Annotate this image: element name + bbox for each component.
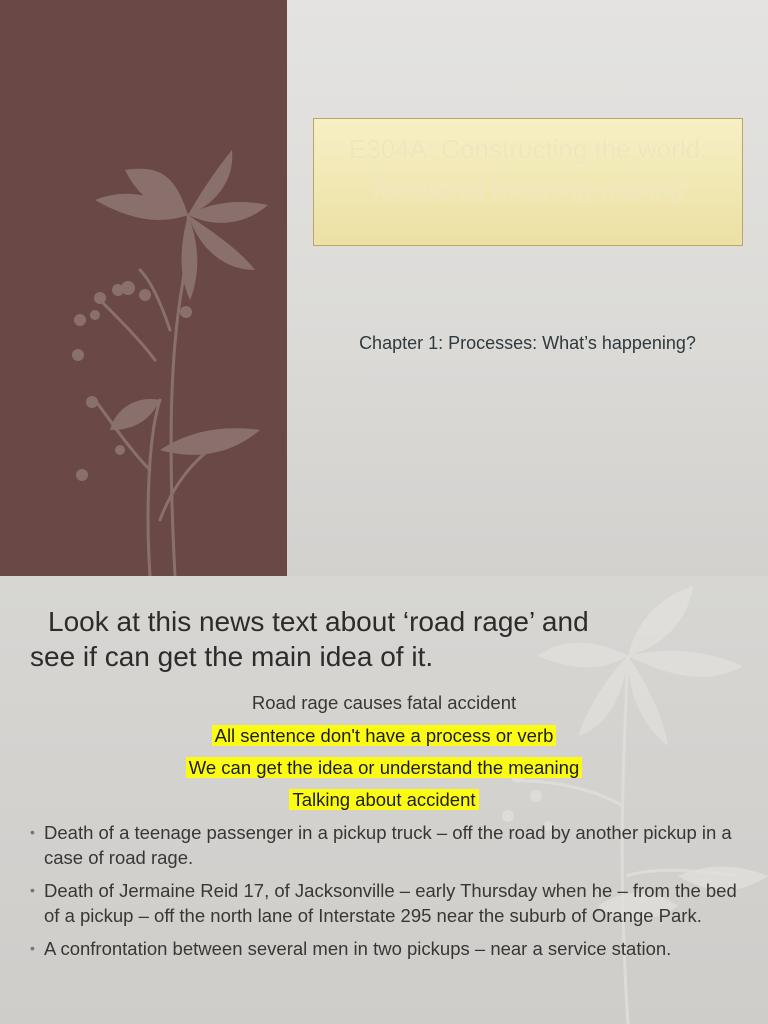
bullet-dot-icon: • [30,940,35,956]
list-item [30,936,750,961]
heading-line-1: Look at this news text about ‘road rage’ and [48,606,589,637]
highlight-text: All sentence don't have a process or verb [212,725,557,746]
bullet-text: Death of Jermaine Reid 17, of Jacksonville – early Thursday when he – from the bed of a pickup – off the north lane of Interstate 295 near the suburb of Orange Park. [44,880,737,926]
plant-illustration [0,0,287,576]
bullet-dot-icon: • [30,882,35,898]
bullet-text: Death of a teenage passenger in a pickup truck – off the road by another pickup in a case of road rage. [44,822,732,868]
slide-2 [0,576,768,1024]
bullet-text: A confrontation between several men in two pickups – near a service station. [44,938,672,959]
highlight-note-3 [0,789,768,811]
slide-subtitle: Chapter 1: Processes: What’s happening? [359,333,696,353]
news-headline: Road rage causes fatal accident [251,692,517,713]
heading-line-2: see if can get the main idea of it. [30,641,434,672]
bullet-dot-icon: • [30,824,35,840]
highlight-text: We can get the idea or understand the meaning [186,757,582,778]
list-item [30,878,750,928]
bullet-list [30,820,750,969]
list-item [30,820,750,870]
highlight-note-1 [0,725,768,747]
highlight-text: Talking about accident [289,789,478,810]
decorative-panel [0,0,287,576]
slide-heading [30,604,750,674]
highlight-note-2 [0,757,768,779]
slide-title: E304A: Constructing the world: Ideational meaning-making [348,134,708,204]
title-box [313,118,743,246]
